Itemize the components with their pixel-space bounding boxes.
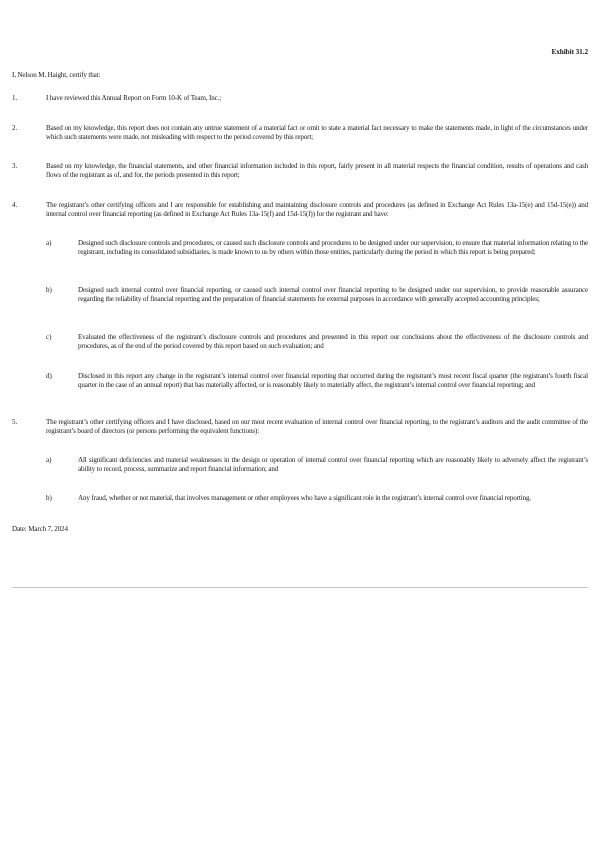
sub-item-text: Designed such disclosure controls and procedures, or caused such disclosure controls and procedures to be designed under our supervision, to ensure that material information relating to the registrant, including its consolidated subsidiaries, is made known to us by others within those entities, particularly during the period in which this report is being prepared; (78, 239, 588, 256)
item-text: I have reviewed this Annual Report on Form 10-K of Team, Inc.; (46, 94, 222, 102)
sub-item-text: Any fraud, whether or not material, that involves management or other employees who have a significant role in the registrant’s internal control over financial reporting. (78, 494, 531, 502)
sub-item-label: a) (46, 239, 52, 247)
sub-item-label: b) (46, 286, 52, 294)
exhibit-label: Exhibit 31.2 (551, 47, 588, 56)
item-text: Based on my knowledge, this report does not contain any untrue statement of a material fact or omit to state a material fact necessary to make the statements made, in light of the circumstances under which such statements were made, not misleading with respect to the period covered by this report; (46, 124, 588, 141)
item-text: The registrant’s other certifying officers and I have disclosed, based on our most recent evaluation of internal control over financial reporting, to the registrant’s auditors and the audit committee of the registrant’s board of directors (or persons performing the equivalent functions): (46, 418, 588, 435)
page-divider (12, 587, 588, 588)
signature-date: Date: March 7, 2024 (12, 525, 68, 533)
item-text: The registrant’s other certifying officers and I are responsible for establishing and maintaining disclosure controls and procedures (as defined in Exchange Act Rules 13a-15(e) and 15d-15(e)) and internal control over financial reporting (as defined in Exchange Act Rules 13a-15(f) and 15d-15(f)) for the registrant and have: (46, 201, 588, 218)
item-number: 1. (12, 94, 18, 102)
sub-item-label: b) (46, 494, 52, 502)
sub-item-label: c) (46, 333, 52, 341)
sub-item-label: d) (46, 372, 52, 380)
item-number: 2. (12, 124, 18, 132)
sub-item-text: Disclosed in this report any change in the registrant’s internal control over financial reporting that occurred during the registrant’s most recent fiscal quarter (the registrant’s fourth fiscal quarter in the case of an annual report) that has materially affected, or is reasonably likely to materially affect, the registrant’s internal control over financial reporting; and (78, 372, 588, 389)
item-number: 5. (12, 418, 18, 426)
sub-item-text: Designed such internal control over financial reporting, or caused such internal control over financial reporting to be designed under our supervision, to provide reasonable assurance regarding the reliability of financial reporting and the preparation of financial statements for external purposes in accordance with generally accepted accounting principles; (78, 286, 588, 303)
item-number: 3. (12, 162, 18, 170)
intro-statement: I, Nelson M. Haight, certify that: (12, 71, 101, 79)
sub-item-label: a) (46, 456, 52, 464)
item-number: 4. (12, 201, 18, 209)
sub-item-text: Evaluated the effectiveness of the registrant’s disclosure controls and procedures and presented in this report our conclusions about the effectiveness of the disclosure controls and procedures, as of the end of the period covered by this report based on such evaluation; and (78, 333, 588, 350)
sub-item-text: All significant deficiencies and material weaknesses in the design or operation of internal control over financial reporting which are reasonably likely to adversely affect the registrant’s ability to record, process, summarize and report financial information; and (78, 456, 588, 473)
item-text: Based on my knowledge, the financial statements, and other financial information included in this report, fairly present in all material respects the financial condition, results of operations and cash flows of the registrant as of, and for, the periods presented in this report; (46, 162, 588, 179)
